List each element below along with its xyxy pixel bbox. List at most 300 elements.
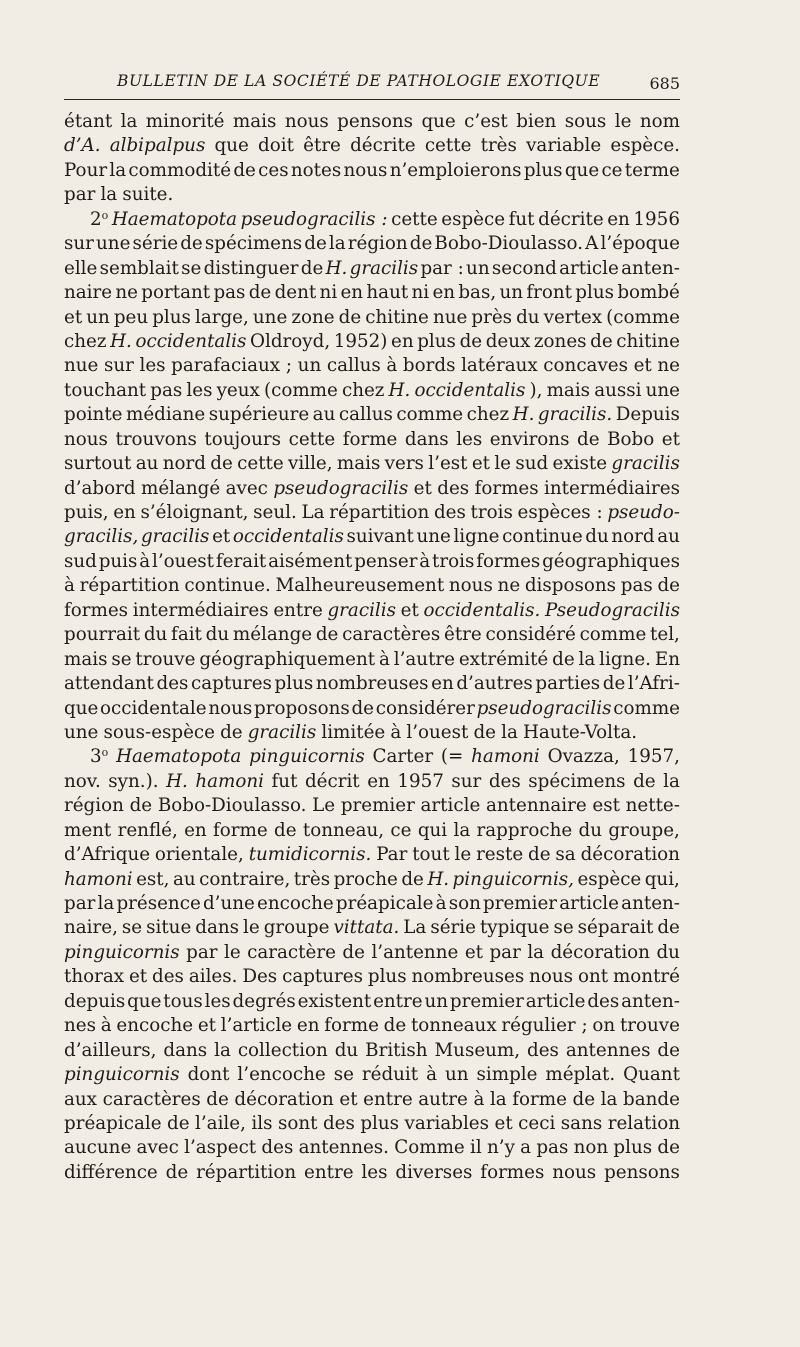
word: de	[657, 917, 680, 939]
word: albipalpus	[109, 135, 206, 157]
word: La	[301, 502, 325, 523]
word: des	[488, 770, 521, 792]
word: gracilis	[611, 453, 680, 475]
word: anten-	[621, 893, 680, 914]
word: décrit	[304, 770, 360, 792]
word: l’aspect	[184, 1137, 257, 1159]
word: un	[297, 355, 322, 377]
word: par	[489, 941, 521, 963]
word: mais	[232, 111, 277, 132]
word: cette	[391, 208, 438, 230]
word: proche	[333, 868, 398, 890]
word: naire	[64, 282, 113, 304]
word: latéraux	[461, 355, 538, 377]
word: au	[172, 868, 196, 890]
word: au	[312, 404, 336, 426]
word: une	[416, 526, 451, 548]
word: penser	[354, 550, 418, 572]
word: qui	[417, 819, 448, 841]
word: au	[135, 453, 159, 475]
word: décoration	[550, 941, 650, 963]
word: répartition	[79, 575, 180, 597]
word: seul.	[253, 502, 297, 523]
word: nom	[639, 111, 680, 132]
word: de	[342, 941, 365, 963]
word: Haematopota	[116, 746, 242, 768]
word: vittata.	[333, 917, 400, 939]
word: un	[499, 282, 524, 304]
word: H.	[427, 868, 450, 890]
word: existe	[552, 453, 608, 475]
word: dans	[163, 1039, 208, 1061]
word: spécimens	[204, 233, 303, 255]
word: être	[444, 624, 482, 646]
word: de	[351, 697, 375, 719]
word: 1952)	[333, 330, 388, 352]
word: sous	[564, 111, 607, 132]
text-line	[64, 1112, 680, 1136]
text-line	[64, 452, 680, 476]
word: sur	[103, 355, 134, 377]
word: distinguer	[203, 257, 299, 279]
word: des	[437, 477, 470, 499]
word: diverses	[395, 1161, 473, 1183]
word: tonneaux	[410, 1015, 497, 1037]
text-line	[64, 916, 680, 940]
word: mais	[336, 453, 381, 475]
word: espèces :	[517, 502, 603, 523]
word: pseudogracilis	[476, 697, 612, 719]
word: de	[248, 282, 272, 304]
text-line	[64, 697, 680, 721]
word: série	[132, 233, 179, 255]
word: nov.	[64, 770, 101, 792]
word: les	[139, 355, 166, 377]
word: degrés	[232, 990, 296, 1012]
word: et	[661, 428, 680, 450]
word: la	[109, 159, 127, 181]
word: le	[494, 453, 511, 475]
word: étant	[64, 111, 113, 132]
word: entre	[363, 1088, 413, 1110]
word: touchant	[64, 379, 147, 401]
text-line	[64, 599, 680, 623]
word: limitée	[321, 721, 386, 743]
word: hamoni	[64, 868, 133, 890]
word: d’autres	[456, 673, 533, 695]
word: la	[663, 770, 680, 792]
word: répartition	[196, 1161, 297, 1183]
word: trouve	[135, 648, 196, 670]
word: de	[473, 721, 496, 743]
word: les	[456, 428, 483, 450]
word: de	[300, 257, 324, 279]
word: (comme	[606, 306, 680, 328]
word: typique	[479, 917, 550, 939]
text-line	[64, 501, 680, 525]
word: que	[64, 697, 99, 719]
word: ont	[577, 966, 609, 988]
text-line	[64, 159, 680, 183]
text-line	[64, 672, 680, 696]
text-line	[64, 110, 680, 134]
word: à	[435, 893, 447, 914]
text-line	[64, 868, 680, 892]
word: par	[64, 893, 96, 914]
word: en	[431, 673, 454, 695]
text-line	[64, 403, 680, 427]
word: considéré	[485, 624, 576, 646]
word: de	[233, 159, 256, 181]
word: du	[578, 819, 602, 841]
word: La	[403, 917, 427, 939]
text-line	[64, 550, 680, 574]
word: variable	[526, 135, 602, 157]
word: une	[252, 306, 288, 328]
word: l’ouest	[406, 721, 469, 743]
word: (=	[440, 746, 464, 768]
word: Le	[312, 795, 336, 817]
word: n’y	[486, 1137, 515, 1159]
word: forme	[512, 1088, 567, 1110]
word: occidentalis	[135, 330, 247, 352]
word: pinguicornis	[249, 746, 365, 768]
word: plus	[523, 159, 563, 181]
text-line	[64, 1161, 680, 1185]
word: Pour	[64, 159, 108, 181]
word: par :	[420, 257, 464, 279]
word: aussi	[594, 379, 642, 401]
word: pas	[213, 282, 246, 304]
word: région	[347, 233, 408, 255]
word: de	[633, 770, 656, 792]
word: zones	[533, 330, 587, 352]
word: mais	[64, 648, 108, 670]
word: dent	[274, 282, 317, 304]
word: n’emploierons	[389, 159, 522, 181]
word: ce	[601, 159, 623, 181]
word: se	[181, 257, 202, 279]
word: premier	[483, 893, 558, 914]
word: bien	[516, 111, 557, 132]
text-line	[64, 232, 680, 256]
word: les	[204, 990, 231, 1012]
word: forme	[213, 819, 268, 841]
word: plus	[360, 1112, 400, 1134]
word: chez	[64, 330, 107, 352]
word: de	[657, 1039, 680, 1061]
word: nombreuses	[411, 966, 525, 988]
word: très	[293, 868, 331, 890]
word: reste	[476, 844, 524, 866]
body-text	[64, 110, 680, 1185]
word: anten-	[621, 990, 680, 1012]
word: nous	[552, 1161, 597, 1183]
text-line	[64, 843, 680, 867]
word: mélange	[232, 624, 313, 646]
word: surtout	[64, 453, 132, 475]
word: être	[303, 135, 341, 157]
word: premier	[340, 795, 415, 817]
text-line	[64, 770, 680, 794]
word: se	[553, 917, 574, 939]
word: attendant	[64, 673, 154, 695]
word: série	[430, 917, 476, 939]
word: l’antenne	[371, 941, 459, 963]
text-line	[64, 354, 680, 378]
word: toujours	[204, 428, 282, 450]
word: ment	[64, 819, 112, 841]
word: comme	[396, 404, 464, 426]
word: pinguicornis,	[452, 868, 574, 890]
word: nous	[529, 966, 574, 988]
page-header	[117, 72, 680, 94]
word: Oldroyd,	[250, 330, 331, 352]
word: une	[64, 721, 99, 743]
word: et	[400, 599, 419, 621]
text-line	[64, 1014, 680, 1038]
text-line	[64, 623, 680, 647]
word: Comme	[394, 1137, 465, 1159]
word: parties	[535, 673, 601, 695]
word: pas	[620, 575, 653, 597]
word: H.	[166, 770, 188, 792]
word: premier	[449, 990, 524, 1012]
word: plus	[613, 1137, 653, 1159]
word: en	[340, 282, 364, 304]
word: encoche	[116, 1015, 194, 1037]
word: géographiquement	[199, 648, 376, 670]
word: concaves	[543, 355, 628, 377]
word: ligne	[453, 526, 500, 548]
word: portant	[141, 282, 211, 304]
word: sa	[555, 844, 576, 866]
word: à	[419, 550, 431, 572]
word: entre	[273, 599, 323, 621]
text-line	[64, 257, 680, 281]
word: ne	[657, 355, 680, 377]
word: gracilis	[327, 599, 396, 621]
word: l’ouest	[152, 550, 215, 572]
word: du	[143, 624, 168, 646]
word: décrite	[350, 135, 416, 157]
word: H.	[325, 257, 348, 279]
word: réduit	[361, 1064, 419, 1086]
page-number: 685	[649, 74, 680, 93]
word: Pseudogracilis	[544, 599, 680, 621]
text-line	[64, 574, 680, 598]
word: espèce	[441, 208, 506, 230]
word: commodité	[128, 159, 232, 181]
word: nue	[64, 355, 99, 377]
word: ne	[497, 575, 521, 597]
word: disposons	[524, 575, 617, 597]
word: occidentalis	[232, 526, 344, 548]
text-line	[64, 819, 680, 843]
word: H.	[512, 404, 535, 426]
word: spécimens	[528, 770, 626, 792]
word: collection	[237, 1039, 328, 1061]
word: de	[401, 868, 424, 890]
word: captures	[191, 673, 272, 695]
word: gracilis.	[537, 404, 613, 426]
word: H.	[388, 379, 411, 401]
word: captures	[282, 966, 363, 988]
word: ligne.	[599, 648, 651, 670]
word: se	[121, 917, 143, 939]
word: trois	[470, 502, 513, 523]
word: yeux	[216, 379, 260, 401]
word: l’autre	[393, 648, 455, 670]
word: depuis	[64, 990, 126, 1012]
word: fut	[271, 770, 298, 792]
word: du	[516, 306, 540, 328]
word: article	[525, 990, 586, 1012]
word: bombé	[617, 282, 680, 304]
word: formes	[64, 599, 129, 621]
text-line	[64, 525, 680, 549]
word: antennes.	[298, 1137, 389, 1159]
word: le	[454, 844, 472, 866]
word: plus	[152, 306, 191, 328]
word: antennaire	[485, 795, 587, 817]
word: sud	[515, 453, 549, 475]
word: gracilis,	[64, 526, 139, 548]
word: en	[432, 282, 456, 304]
word: à	[100, 1015, 112, 1037]
word: un	[444, 1064, 469, 1086]
word: des	[527, 1039, 559, 1061]
word: la	[214, 1039, 231, 1061]
word: de	[220, 721, 243, 743]
word: nous	[208, 697, 253, 719]
word: Par	[376, 844, 408, 866]
word: Haute-Volta.	[522, 721, 638, 743]
word: cette	[237, 453, 284, 475]
word: entre	[304, 1161, 354, 1183]
word: Museum,	[434, 1039, 521, 1061]
word: de	[129, 795, 153, 817]
text-line	[64, 648, 680, 672]
word: du	[334, 1039, 359, 1061]
word: le	[614, 111, 632, 132]
word: il	[470, 1137, 482, 1159]
word: tel,	[650, 624, 680, 646]
word: existent	[297, 990, 372, 1012]
word: de	[180, 233, 203, 255]
word: plus	[575, 282, 614, 304]
word: du	[656, 941, 680, 963]
word: callus	[338, 404, 393, 426]
word: mais	[546, 379, 591, 401]
word: des	[261, 1137, 294, 1159]
word: en	[367, 770, 390, 792]
text-line	[64, 1088, 680, 1112]
word: sans	[560, 1112, 603, 1134]
word: avec	[225, 477, 268, 499]
word: s’éloignant,	[140, 502, 249, 523]
word: groupe,	[608, 819, 680, 841]
word: ville,	[288, 453, 333, 475]
word: de	[602, 673, 626, 695]
word: montré	[612, 966, 680, 988]
word: formes	[480, 1161, 545, 1183]
word: formes	[476, 550, 541, 572]
word: d’A.	[64, 135, 101, 157]
word: à	[386, 355, 398, 377]
word: au	[657, 526, 680, 548]
word: en	[391, 330, 414, 352]
text-line	[64, 134, 680, 158]
word: régulier ;	[501, 1015, 588, 1037]
text-line	[64, 183, 680, 207]
word: nette-	[625, 795, 680, 817]
word: environs	[489, 428, 570, 450]
text-line	[64, 477, 680, 501]
word: le	[223, 941, 241, 963]
word: sur	[64, 233, 94, 255]
word: article	[559, 893, 619, 914]
text-line	[64, 1039, 680, 1063]
word: l’est	[428, 453, 468, 475]
word: sous-espèce	[103, 721, 215, 743]
word: nous	[284, 111, 329, 132]
word: nous	[343, 159, 388, 181]
word: des	[433, 502, 466, 523]
word: à	[426, 1064, 437, 1086]
text-line	[64, 306, 680, 330]
word: la	[600, 1088, 618, 1110]
word: et	[494, 1112, 513, 1134]
word: on	[592, 1015, 616, 1037]
word: article	[420, 795, 481, 817]
word: et	[413, 477, 432, 499]
word: les	[361, 1161, 388, 1183]
word: suite.	[122, 184, 174, 206]
word: intermédiaires	[132, 599, 269, 621]
word: la	[489, 1088, 507, 1110]
word: syn.).	[108, 770, 159, 792]
word: semblait	[99, 257, 179, 279]
word: décoration	[580, 844, 680, 866]
word: article	[559, 257, 619, 279]
word: ferait	[215, 550, 267, 572]
word: extrémité	[458, 648, 549, 670]
word: à	[64, 575, 75, 597]
word: peu	[113, 306, 149, 328]
word: région	[64, 795, 124, 817]
word: chez	[466, 404, 510, 426]
word: fut	[508, 208, 535, 230]
word: caractère	[247, 941, 336, 963]
word: groupe	[263, 917, 330, 939]
word: se	[111, 648, 132, 670]
word: ni	[411, 282, 430, 304]
word: la	[97, 893, 115, 914]
word: supérieure	[208, 404, 310, 426]
word: trouve	[619, 1015, 680, 1037]
word: callus	[326, 355, 381, 377]
word: puis,	[64, 502, 109, 523]
header-rule	[64, 99, 680, 100]
word: parafaciaux ;	[171, 355, 293, 377]
word: caractères	[102, 1088, 201, 1110]
word: suivant	[346, 526, 414, 548]
word: gracilis	[247, 721, 317, 743]
word: une	[645, 379, 680, 401]
word: géographiques	[542, 550, 680, 572]
word: nord	[611, 526, 655, 548]
